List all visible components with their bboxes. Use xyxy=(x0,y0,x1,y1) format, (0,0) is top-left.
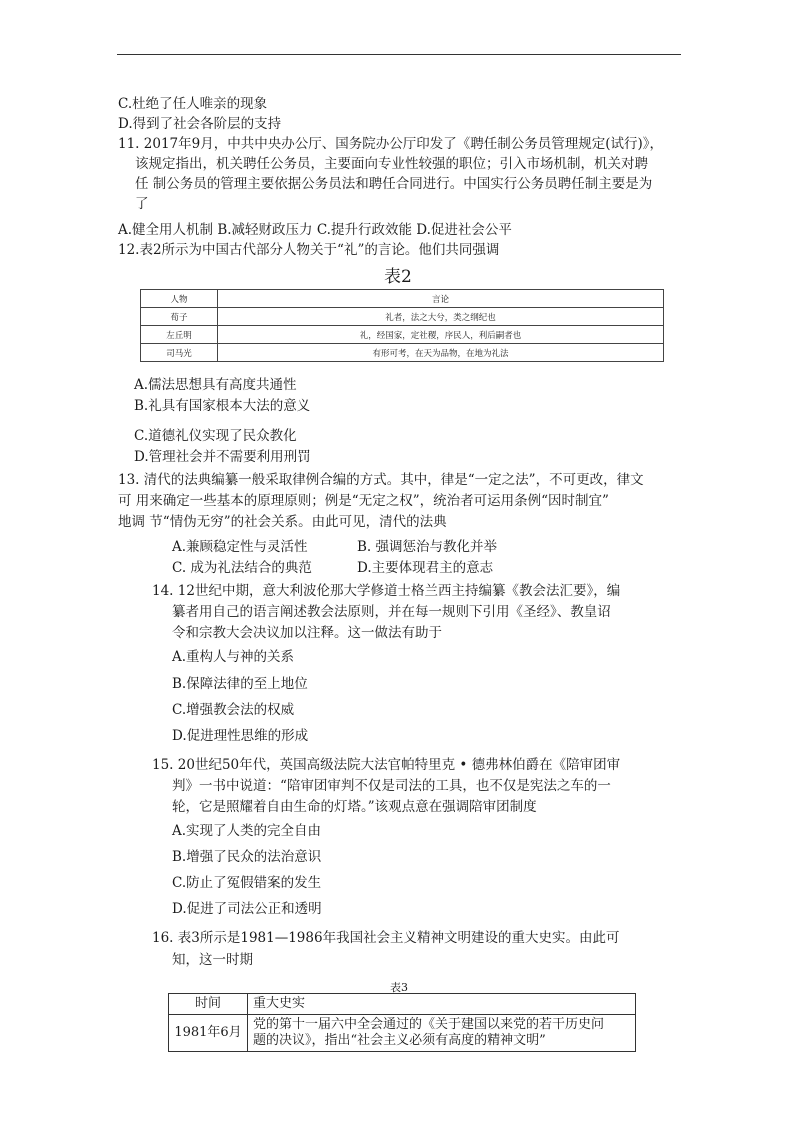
q14-option-d: D.促进理性思维的形成 xyxy=(172,728,309,744)
q15-line-2: 判》一书中说道：“陪审团审判不仅是司法的工具，也不仅是宪法之车的一 xyxy=(172,778,611,794)
q15-option-a: A.实现了人类的完全自由 xyxy=(172,823,322,839)
q14-option-c: C.增强教会法的权威 xyxy=(172,702,295,718)
q13-option-b: B. 强调惩治与教化并举 xyxy=(357,539,498,555)
q13-option-c: C. 成为礼法结合的典范 xyxy=(172,560,312,576)
q14-option-b: B.保障法律的至上地位 xyxy=(172,676,308,692)
q15-option-b: B.增强了民众的法治意识 xyxy=(172,849,322,865)
q13-line-1: 13. 清代的法典编纂一般采取律例合编的方式。其中，律是“一定之法”，不可更改，律文 xyxy=(118,472,644,488)
table-row xyxy=(141,308,664,326)
table-row xyxy=(169,1015,636,1052)
q15-line-3: 轮，它是照耀着自由生命的灯塔。”该观点意在强调陪审团制度 xyxy=(172,799,537,815)
q14-line-2: 纂者用自己的语言阐述教会法原则，并在每一规则下引用《圣经》、教皇诏 xyxy=(172,604,611,620)
q15-option-c: C.防止了冤假错案的发生 xyxy=(172,875,322,891)
q10-option-c: C.杜绝了任人唯亲的现象 xyxy=(118,96,268,112)
q13-option-d: D.主要体现君主的意志 xyxy=(357,560,494,576)
table-3 xyxy=(168,993,636,1052)
table-header-row xyxy=(141,290,664,308)
table-header-cell: 言论 xyxy=(218,290,664,308)
q16-line-2: 知，这一时期 xyxy=(172,952,253,968)
table-header-cell: 重大史实 xyxy=(248,994,636,1015)
q15-option-d: D.促进了司法公正和透明 xyxy=(172,901,322,917)
table-cell-line: 题的决议》，指出“社会主义必须有高度的精神文明” xyxy=(253,1033,546,1048)
table-header-row xyxy=(169,994,636,1015)
q12-option-b: B.礼具有国家根本大法的意义 xyxy=(134,398,311,414)
q12-option-a: A.儒法思想具有高度共通性 xyxy=(134,377,297,393)
q11-line-4: 了 xyxy=(135,196,149,212)
q11-line-3: 任 制公务员的管理主要依据公务员法和聘任合同进行。中国实行公务员聘任制主要是为 xyxy=(135,176,653,192)
q12-option-c: C.道德礼仪实现了民众教化 xyxy=(134,428,297,444)
table2-title: 表2 xyxy=(384,267,412,287)
table-cell: 有形可考，在天为品物，在地为礼法 xyxy=(218,344,664,362)
q11-line-2: 该规定指出，机关聘任公务员，主要面向专业性较强的职位；引入市场机制，机关对聘 xyxy=(135,156,648,172)
table-cell-line: 党的第十一届六中全会通过的《关于建国以来党的若干历史问 xyxy=(253,1017,605,1032)
table-cell: 司马光 xyxy=(141,344,218,362)
q14-option-a: A.重构人与神的关系 xyxy=(172,649,295,665)
q11-options: A.健全用人机制 B.减轻财政压力 C.提升行政效能 D.促进社会公平 xyxy=(118,222,512,238)
table-cell: 礼，经国家，定社稷，序民人，利后嗣者也 xyxy=(218,326,664,344)
q13-option-a: A.兼顾稳定性与灵活性 xyxy=(172,539,308,555)
table-cell: 荀子 xyxy=(141,308,218,326)
q14-line-1: 14. 12世纪中期，意大利波伦那大学修道士格兰西主持编纂《教会法汇要》，编 xyxy=(152,583,621,599)
q13-line-2: 可 用来确定一些基本的原理原则；例是“无定之权”，统治者可运用条例“因时制宜” xyxy=(118,493,609,509)
q16-line-1: 16. 表3所示是1981—1986年我国社会主义精神文明建设的重大史实。由此可 xyxy=(152,930,620,946)
q12-option-d: D.管理社会并不需要利用刑罚 xyxy=(134,449,311,465)
q11-line-1: 11. 2017年9月，中共中央办公厅、国务院办公厅印发了《聘任制公务员管理规定(试行)》， xyxy=(118,136,663,152)
q13-line-3: 地调 节“情伪无穷”的社会关系。由此可见，清代的法典 xyxy=(118,514,447,530)
table-row xyxy=(141,344,664,362)
table-cell: 左丘明 xyxy=(141,326,218,344)
table-cell: 1981年6月 xyxy=(169,1015,248,1052)
table3-title: 表3 xyxy=(390,981,408,994)
q15-line-1: 15. 20世纪50年代，英国高级法院大法官帕特里克 • 德弗林伯爵在《陪审团审 xyxy=(152,757,621,773)
table-2 xyxy=(140,289,664,362)
table-header-cell: 人物 xyxy=(141,290,218,308)
table-row xyxy=(141,326,664,344)
q10-option-d: D.得到了社会各阶层的支持 xyxy=(118,116,282,132)
table-header-cell: 时间 xyxy=(169,994,248,1015)
header-rule xyxy=(117,54,681,55)
q14-line-3: 令和宗教大会决议加以注释。这一做法有助于 xyxy=(172,625,442,641)
table-cell xyxy=(248,1015,636,1052)
table-cell: 礼者，法之大兮，类之纲纪也 xyxy=(218,308,664,326)
q12-stem: 12.表2所示为中国古代部分人物关于“礼”的言论。他们共同强调 xyxy=(118,242,500,258)
